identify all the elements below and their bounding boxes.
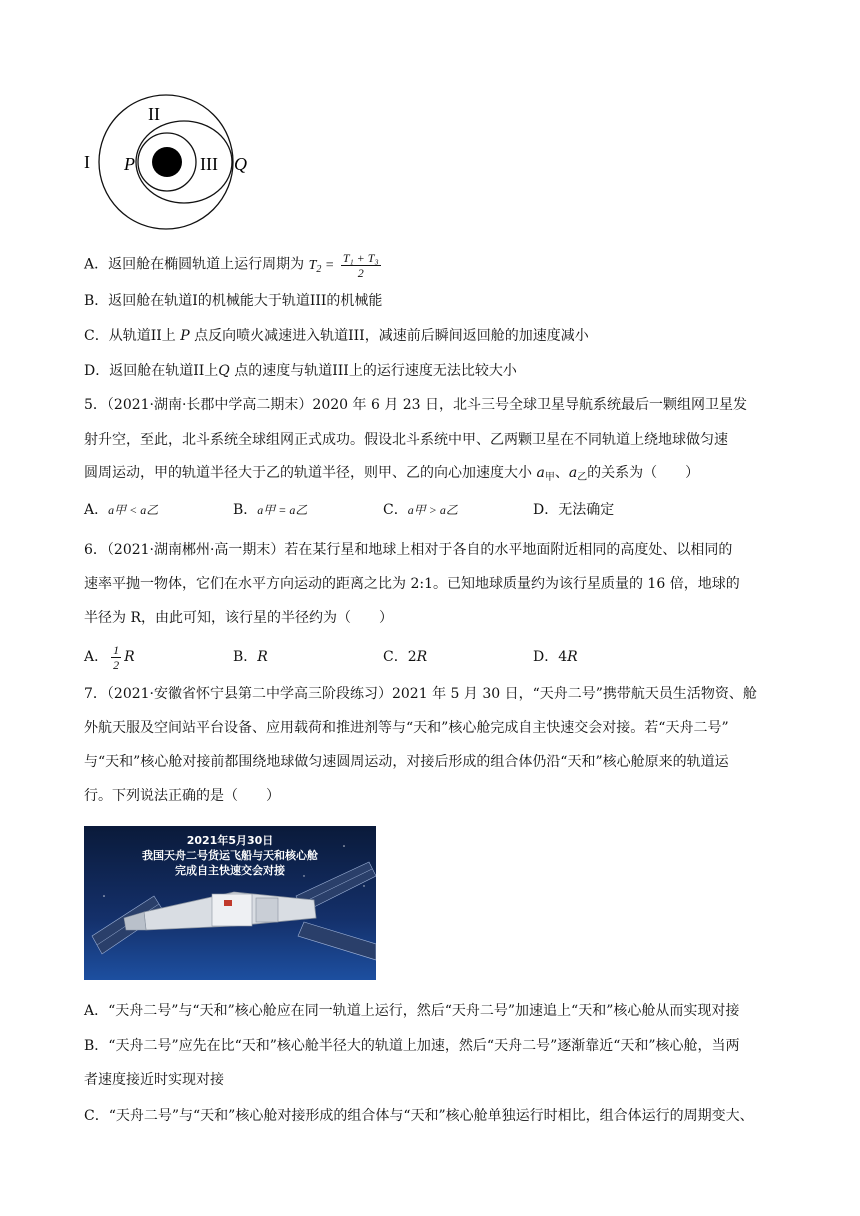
q5-line-3 xyxy=(84,463,699,488)
q6-option-d-label: D．4 xyxy=(533,649,568,665)
formula-fraction xyxy=(341,251,381,280)
q6-option-b-label: B． xyxy=(233,649,258,665)
q4-option-c-pre: C．从轨道II上 xyxy=(84,328,181,344)
q7-option-b-line-2: 者速度接近时实现对接 xyxy=(84,1072,224,1088)
q7-option-a: A．“天舟二号”与“天和”核心舱应在同一轨道上运行，然后“天舟二号”加速追上“天和”核心舱从而实现对接 xyxy=(84,1003,740,1019)
label-orbit-I: I xyxy=(84,152,90,172)
orbit-diagram xyxy=(80,90,270,232)
q5-a1: a xyxy=(536,465,545,481)
photo-caption-1: 2021年5月30日 xyxy=(186,834,274,847)
planet-body xyxy=(152,147,182,177)
formula-T: T xyxy=(308,257,317,273)
formula-eq: = xyxy=(321,257,338,273)
q5-separator: 、 xyxy=(554,465,569,481)
docking-photo-graphic xyxy=(84,826,376,980)
q4-option-a-text: A．返回舱在椭圆轨道上运行周期为 xyxy=(84,256,305,273)
formula-T-sub: 2 xyxy=(316,263,322,275)
q6-option-a-den: 2 xyxy=(113,657,120,672)
formula-numerator: T₁ + T₃ xyxy=(342,251,379,265)
formula-denominator: 2 xyxy=(357,266,364,280)
q6-option-c-var: R xyxy=(416,649,428,665)
q5-option-a-label: A． xyxy=(84,502,109,518)
label-orbit-III: III xyxy=(200,154,218,174)
q6-option-c-label: C．2 xyxy=(383,649,417,665)
q6-line-1: 6．（2021·湖南郴州·高一期末）若在某行星和地球上相对于各自的水平地面附近相同的高度处、以相同的 xyxy=(84,542,733,558)
q4-option-c-post: 点反向喷火减速进入轨道III，减速前后瞬间返回舱的加速度减小 xyxy=(189,328,589,344)
q5-option-a-expr: a甲 < a乙 xyxy=(108,503,159,517)
q7-line-2: 外航天服及空间站平台设备、应用载荷和推进剂等与“天和”核心舱完成自主快速交会对接。若“天舟二号” xyxy=(84,720,729,736)
q6-option-a-num: 1 xyxy=(113,642,120,657)
label-point-P: P xyxy=(124,154,135,174)
label-point-Q: Q xyxy=(234,154,247,174)
q6-option-b xyxy=(233,647,268,667)
q5-line-1: 5．（2021·湖南·长郡中学高二期末）2020 年 6 月 23 日，北斗三号全球卫星导航系统最后一颗组网卫星发 xyxy=(84,397,748,413)
q6-line-3: 半径为 R，由此可知，该行星的半径约为（ ） xyxy=(84,610,393,626)
q4-option-c-point: P xyxy=(180,328,190,344)
q6-option-a-var: R xyxy=(124,649,135,665)
docking-photo xyxy=(84,826,376,980)
q7-line-4: 行。下列说法正确的是（ ） xyxy=(84,788,280,804)
q5-option-d: D．无法确定 xyxy=(533,502,615,518)
photo-caption-3: 完成自主快速交会对接 xyxy=(175,864,285,877)
q5-option-c xyxy=(383,500,458,520)
q5-line-3-pre: 圆周运动，甲的轨道半径大于乙的轨道半径，则甲、乙的向心加速度大小 xyxy=(84,465,537,481)
q5-a2-sub: 乙 xyxy=(577,472,588,483)
q4-option-b: B．返回舱在轨道I的机械能大于轨道III的机械能 xyxy=(84,293,383,309)
q6-option-a-label: A． xyxy=(84,649,109,665)
q5-option-c-expr: a甲 > a乙 xyxy=(407,503,458,517)
q5-option-a xyxy=(84,500,158,520)
q6-line-2: 速率平抛一物体，它们在水平方向运动的距离之比为 2:1。已知地球质量约为该行星质量的 16 倍，地球的 xyxy=(84,576,740,592)
q5-a1-sub: 甲 xyxy=(544,472,555,483)
q4-option-d xyxy=(84,361,517,381)
q5-option-c-label: C． xyxy=(383,502,408,518)
photo-caption-2: 我国天舟二号货运飞船与天和核心舱 xyxy=(142,849,318,862)
q4-option-a-formula xyxy=(308,251,384,280)
q4-option-a xyxy=(84,251,384,283)
q5-option-b-label: B． xyxy=(233,502,258,518)
q5-line-3-post: 的关系为（ ） xyxy=(587,465,700,481)
q4-option-d-pre: D．返回舱在轨道II上 xyxy=(84,363,219,379)
q6-option-d xyxy=(533,647,578,667)
q6-option-a-fraction xyxy=(111,643,121,672)
q7-option-c: C．“天舟二号”与“天和”核心舱对接形成的组合体与“天和”核心舱单独运行时相比，组合体运行的周期变大、 xyxy=(84,1108,754,1124)
q6-option-a xyxy=(84,640,135,674)
q6-option-b-var: R xyxy=(257,649,268,665)
q7-line-1: 7．（2021·安徽省怀宁县第二中学高三阶段练习）2021 年 5 月 30 日，“天舟二号”携带航天员生活物资、舱 xyxy=(84,686,757,702)
q4-option-c xyxy=(84,326,589,346)
q7-option-b-line-1: B．“天舟二号”应先在比“天和”核心舱半径大的轨道上加速，然后“天舟二号”逐渐靠近“天和”核心舱，当两 xyxy=(84,1038,740,1054)
q5-option-b-expr: a甲 = a乙 xyxy=(257,503,308,517)
q5-line-2: 射升空，至此，北斗系统全球组网正式成功。假设北斗系统中甲、乙两颗卫星在不同轨道上绕地球做匀速 xyxy=(84,432,728,448)
q5-option-b xyxy=(233,500,307,520)
q6-option-c xyxy=(383,647,427,667)
q4-option-d-post: 点的速度与轨道III上的运行速度无法比较大小 xyxy=(229,363,517,379)
q4-option-d-point: Q xyxy=(218,363,230,379)
q6-option-d-var: R xyxy=(567,649,578,665)
label-orbit-II: II xyxy=(148,104,160,124)
q5-a2: a xyxy=(568,465,578,481)
q7-line-3: 与“天和”核心舱对接前都围绕地球做匀速圆周运动，对接后形成的组合体仍沿“天和”核心舱原来的轨道运 xyxy=(84,754,729,770)
